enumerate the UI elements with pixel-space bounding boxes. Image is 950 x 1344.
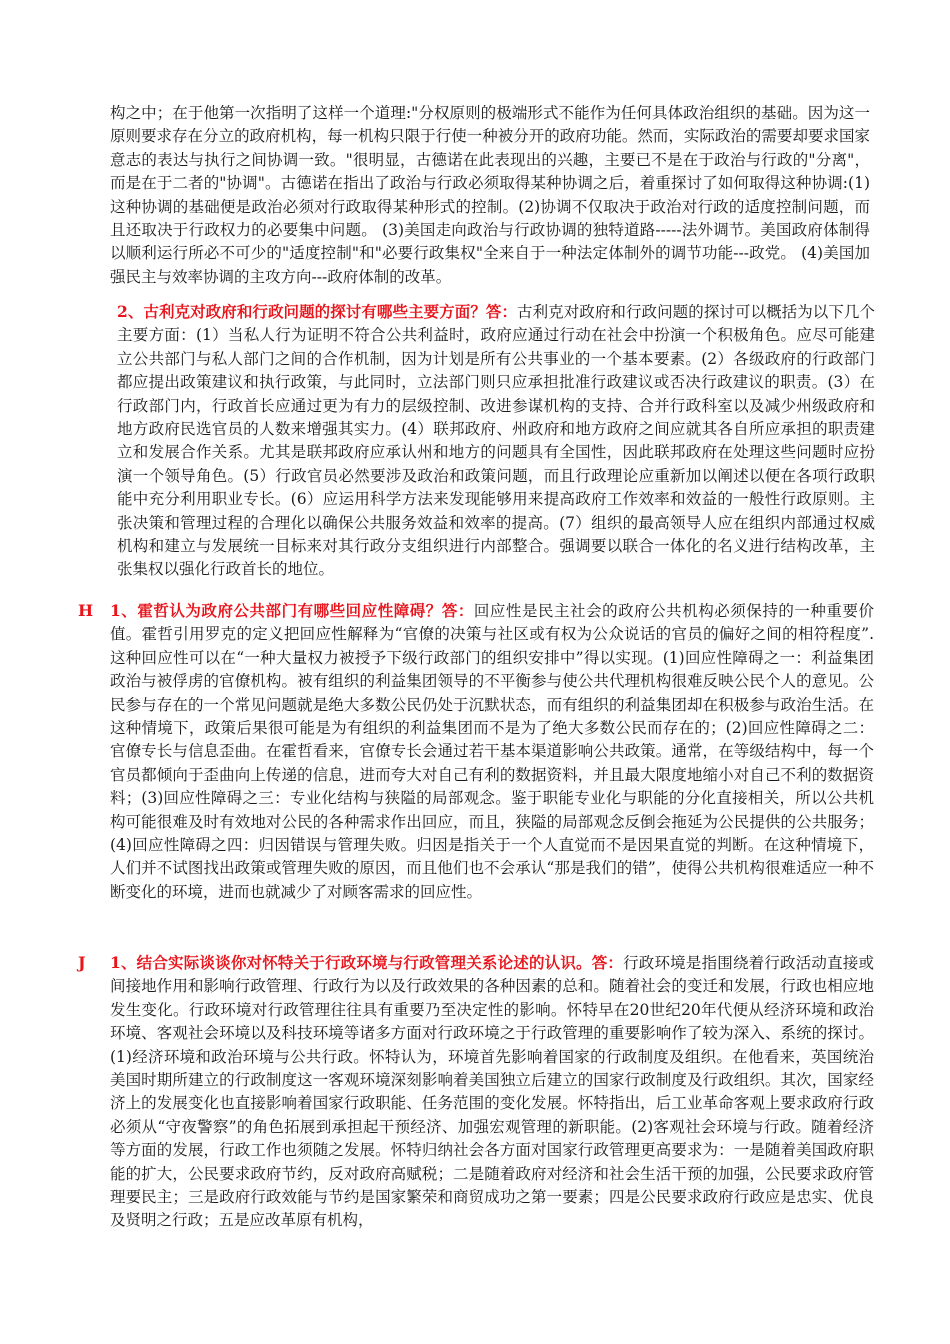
question-title: 2、古利克对政府和行政问题的探讨有哪些主要方面？答： [117, 302, 518, 321]
answer-text: 构之中；在于他第一次指明了这样一个道理:"分权原则的极端形式不能作为任何具体政治组织的基础。因为这一原则要求存在分立的政府机构，每一机构只限于行使一种被分开的政府功能。然而，实际政治的需要却要求国家意志的表达与执行之间协调一致。"很明显，古德诺在此表现出的兴趣，主要已不是在于政治与行政的"分离"，而是在于二者的"协调"。古德诺在指出了政治与行政必须取得某种协调之后，着重探讨了如何取得这种协调:(1)这种协调的基础便是政治必须对行政取得某种形式的控制。(2)协调不仅取决于政治对行政的适度控制问题，而且还取决于行政权力的必要集中问题。 (3)美国走向政治与行政协调的独特道路-----法外调节。美国政府体制得以顺利运行所必不可少的"适度控制"和"必要行政集权"全来自于一种法定体制外的调节功能---政党。 (4)美国加强民主与效率协调的主攻方向---政府体制的改革。 [110, 104, 870, 286]
question-gulick [117, 300, 875, 582]
question-title: 1、结合实际谈谈你对怀特关于行政环境与行政管理关系论述的认识。答： [110, 953, 624, 972]
answer-text: 古利克对政府和行政问题的探讨可以概括为以下几个主要方面：(1）当私人行为证明不符合公共利益时，政府应通过行动在社会中扮演一个积极角色。应尽可能建立公共部门与私人部门之间的合作机制，因为计划是所有公共事业的一个基本要素。(2）各级政府的行政部门都应提出政策建议和执行政策，与此同时，立法部门则只应承担批准行政建议或否决行政建议的职责。(3）在行政部门内，行政首长应通过更为有力的层级控制、改进参谋机构的支持、合并行政科室以及减少州级政府和地方政府民选官员的人数来增强其实力。(4）联邦政府、州政府和地方政府之间应就其各自所应承担的职责建立和发展合作关系。尤其是联邦政府应承认州和地方的问题具有全国性，因此联邦政府在处理这些问题时应扮演一个领导角色。(5）行政官员必然要涉及政治和政策问题，而且行政理论应重新加以阐述以便在各项行政职能中充分利用职业专长。(6）应运用科学方法来发现能够用来提高政府工作效率和效益的一般性行政原则。主张决策和管理过程的合理化以确保公共服务效益和效率的提高。(7）组织的最高领导人应在组织内部通过权威机构和建立与发展统一目标来对其行政分支组织进行内部整合。强调要以联合一体化的名义进行结构改革，主张集权以强化行政首长的地位。 [117, 303, 875, 579]
question-title: 1、霍哲认为政府公共部门有哪些回应性障碍？答： [110, 601, 474, 620]
index-letter-j: J [78, 953, 86, 972]
continued-answer-paragraph [110, 102, 870, 289]
answer-text: 回应性是民主社会的政府公共机构必须保持的一种重要价值。霍哲引用罗克的定义把回应性解释为“官僚的决策与社区或有权为公众说话的官员的偏好之间的相符程度”.这种回应性可以在“一种大量权力被授予下级行政部门的组织安排中”得以实现。(1)回应性障碍之一：利益集团政治与被俘虏的官僚机构。被有组织的利益集团领导的不平衡参与使公共代理机构很难反映公民个人的意见。公民参与存在的一个常见问题就是绝大多数公民仍处于沉默状态，而有组织的利益集团却在积极参与政治生活。在这种情境下，政策后果很可能是为有组织的利益集团而不是为了绝大多数公民而存在的；(2)回应性障碍之二：官僚专长与信息歪曲。在霍哲看来，官僚专长会通过若干基本渠道影响公共政策。通常，在等级结构中，每一个官员都倾向于歪曲向上传递的信息，进而夸大对自己有利的数据资料，并且最大限度地缩小对自己不利的数据资料；(3)回应性障碍之三：专业化结构与狭隘的局部观念。鉴于职能专业化与职能的分化直接相关，所以公共机构可能很难及时有效地对公民的各种需求作出回应，而且，狭隘的局部观念反倒会拖延为公民提供的公共服务；(4)回应性障碍之四：归因错误与管理失败。归因是指关于一个人直觉而不是因果直觉的判断。在这种情境下，人们并不试图找出政策或管理失败的原因，而且他们也不会承认“那是我们的错”，使得公共机构很难适应一种不断变化的环境，进而也就减少了对顾客需求的回应性。 [110, 602, 874, 901]
answer-text: 行政环境是指围绕着行政活动直接或间接地作用和影响行政管理、行政行为以及行政效果的各种因素的总和。随着社会的变迁和发展，行政也相应地发生变化。行政环境对行政管理往往具有重要乃至决定性的影响。怀特早在20世纪20年代便从经济环境和政治环境、客观社会环境以及科技环境等诸多方面对行政环境之于行政管理的重要影响作了较为深入、系统的探讨。(1)经济环境和政治环境与公共行政。怀特认为，环境首先影响着国家的行政制度及组织。在他看来，英国统治美国时期所建立的行政制度这一客观环境深刻影响着美国独立后建立的国家行政制度及行政组织。其次，国家经济上的发展变化也直接影响着国家行政职能、任务范围的变化发展。怀特指出，后工业革命客观上要求政府行政必须从“守夜警察”的角色拓展到承担起干预经济、加强宏观管理的新职能。(2)客观社会环境与行政。随着经济等方面的发展，行政工作也须随之发展。怀特归纳社会各方面对国家行政管理更高要求为：一是随着美国政府职能的扩大，公民要求政府节约，反对政府高赋税；二是随着政府对经济和社会生活干预的加强，公民要求政府管理要民主；三是政府行政效能与节约是国家繁荣和商贸成功之第一要素；四是公民要求政府行政应是忠实、优良及贤明之行政；五是应改革原有机构， [110, 954, 874, 1230]
question-white [110, 951, 874, 1233]
question-holzer [110, 599, 874, 904]
index-letter-h: H [78, 601, 94, 620]
